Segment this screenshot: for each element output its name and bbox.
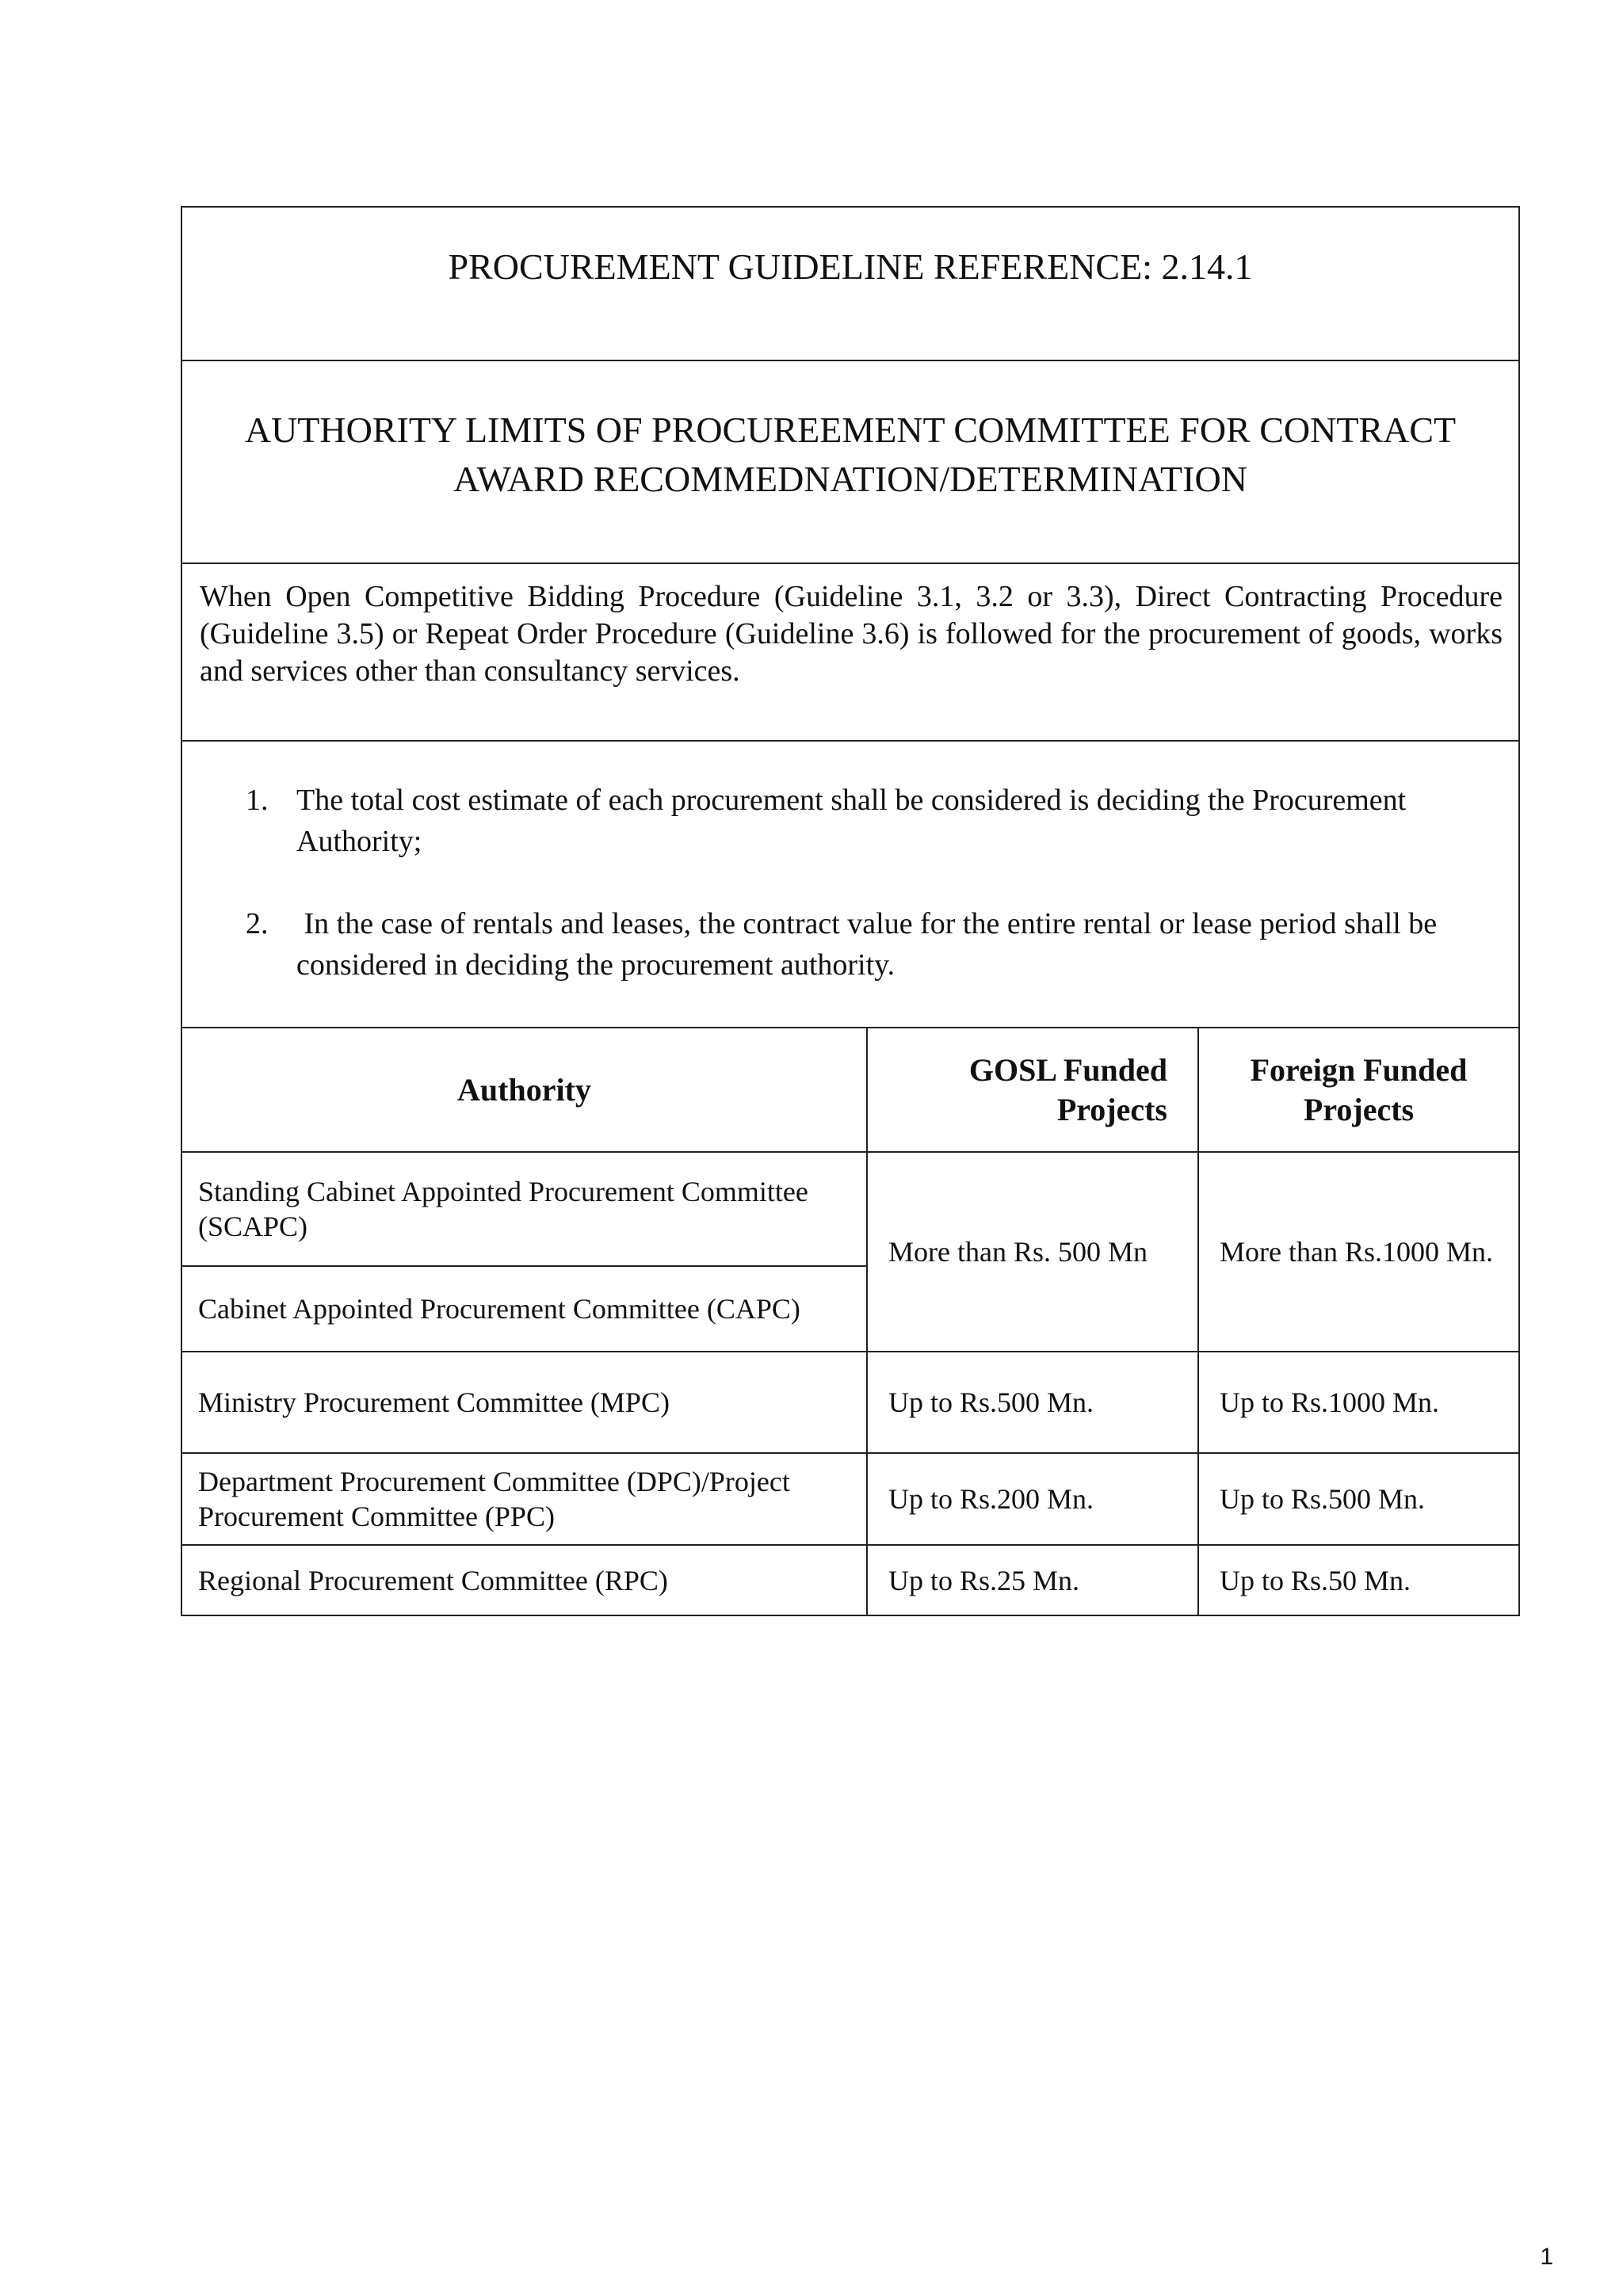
table-row xyxy=(182,1545,1518,1615)
intro-paragraph: When Open Competitive Bidding Procedure (Guideline 3.1, 3.2 or 3.3), Direct Contracting Procedure (Guideline 3.5) or Repeat Order Procedure (Guideline 3.6) is followed for the procurement of goods, works and services other than consultancy services. xyxy=(200,580,1503,688)
note-text: The total cost estimate of each procurement shall be considered is deciding the Procurement Authority; xyxy=(296,784,1407,858)
note-number: 1. xyxy=(246,784,269,817)
note-text: In the case of rentals and leases, the contract value for the entire rental or lease period shall be considered in deciding the procurement authority. xyxy=(296,907,1445,982)
note-number: 2. xyxy=(246,907,269,940)
guideline-frame xyxy=(181,206,1520,1616)
note-item xyxy=(246,903,1471,986)
header-foreign-funded xyxy=(1198,1028,1518,1152)
gosl-limit-cell: Up to Rs.500 Mn. xyxy=(867,1352,1198,1453)
authority-cell: Regional Procurement Committee (RPC) xyxy=(182,1545,867,1615)
reference-title: PROCUREMENT GUIDELINE REFERENCE: 2.14.1 xyxy=(448,246,1253,287)
header-gosl-line-2: Projects xyxy=(1056,1091,1167,1127)
page-number: 1 xyxy=(1540,2244,1553,2270)
foreign-limit-cell: More than Rs.1000 Mn. xyxy=(1198,1152,1518,1352)
reference-title-row xyxy=(182,208,1518,361)
header-authority-label: Authority xyxy=(457,1071,591,1108)
header-foreign-line-2: Projects xyxy=(1303,1091,1415,1127)
header-gosl-funded xyxy=(867,1028,1198,1152)
gosl-limit-cell: Up to Rs.200 Mn. xyxy=(867,1453,1198,1545)
authority-cell: Standing Cabinet Appointed Procurement Committee (SCAPC) xyxy=(182,1152,867,1266)
foreign-limit-cell: Up to Rs.500 Mn. xyxy=(1198,1453,1518,1545)
table-header-row xyxy=(182,1028,1518,1152)
note-item xyxy=(246,780,1471,862)
notes-row xyxy=(182,742,1518,1028)
limits-table-row xyxy=(182,1028,1518,1615)
table-row xyxy=(182,1152,1518,1266)
foreign-limit-cell: Up to Rs.1000 Mn. xyxy=(1198,1352,1518,1453)
subtitle-line-1: AUTHORITY LIMITS OF PROCUREEMENT COMMITTEE FOR CONTRACT xyxy=(244,410,1457,450)
table-row xyxy=(182,1352,1518,1453)
gosl-limit-cell: Up to Rs.25 Mn. xyxy=(867,1545,1198,1615)
header-gosl-line-1: GOSL Funded xyxy=(968,1051,1167,1088)
table-row xyxy=(182,1453,1518,1545)
foreign-limit-cell: Up to Rs.50 Mn. xyxy=(1198,1545,1518,1615)
header-authority xyxy=(182,1028,867,1152)
authority-cell: Ministry Procurement Committee (MPC) xyxy=(182,1352,867,1453)
gosl-limit-cell: More than Rs. 500 Mn xyxy=(867,1152,1198,1352)
authority-cell: Cabinet Appointed Procurement Committee (CAPC) xyxy=(182,1266,867,1352)
authority-limits-table xyxy=(182,1028,1518,1615)
subtitle-line-2: AWARD RECOMMEDNATION/DETERMINATION xyxy=(453,459,1247,499)
header-foreign-line-1: Foreign Funded xyxy=(1250,1051,1468,1088)
intro-row xyxy=(182,564,1518,742)
subtitle xyxy=(245,406,1456,504)
subtitle-row xyxy=(182,361,1518,564)
authority-cell: Department Procurement Committee (DPC)/Project Procurement Committee (PPC) xyxy=(182,1453,867,1545)
